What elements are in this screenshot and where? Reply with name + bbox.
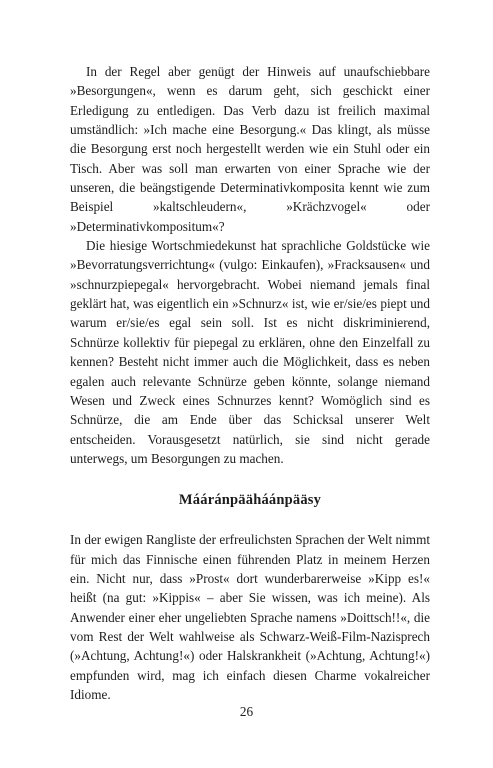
paragraph-besorgungen: In der Regel aber genügt der Hinweis auf unaufschiebbare »Besorgungen«, wenn es darum geht, sich geschickt einer Erledigung zu entledigen. Das Verb dazu ist freilich maximal umständlich: »Ich mache eine Besorgung.« Das klingt, als müsse die Besorgung erst noch hergestellt werden wie ein Stuhl oder ein Tisch. Aber was soll man erwarten von einer Sprache wie der unseren, die beängstigende Determinativkomposita kennt wie zum Beispiel »kaltschleudern«, »Krächzvogel« oder »Determinativkompositum«? bbox=[70, 64, 430, 234]
paragraph-wortschmiedekunst: Die hiesige Wortschmiedekunst hat sprachliche Goldstücke wie »Bevorratungsverrichtung« (vulgo: Einkaufen), »Fracksausen« und »schnurzpiepegal« hervorgebracht. Wobei niemand jemals final geklärt hat, was eigentlich ein »Schnurz« ist, wie er/sie/es piept und warum er/sie/es egal sein soll. Ist es nicht diskriminierend, Schnürze kollektiv für piepegal zu erklären, ohne den Einzelfall zu kennen? Besteht nicht immer auch die Möglichkeit, dass es neben egalen auch relevante Schnürze geben könnte, solange niemand Wesen und Zweck eines Schnurzes kennt? Womöglich sind es Schnürze, die am Ende über das Schicksal unserer Welt entscheiden. Vorausgesetzt natürlich, sie sind nicht gerade unterwegs, um Besorgungen zu machen. bbox=[70, 238, 430, 466]
book-page bbox=[70, 62, 430, 704]
paragraph-finnisch: In der ewigen Rangliste der erfreulichsten Sprachen der Welt nimmt für mich das Finnische einen führenden Platz in meinem Herzen ein. Nicht nur, dass »Prost« dort wunderbarerweise »Kipp es!« heißt (na gut: »Kippis« – aber Sie wissen, was ich meine). Als Anwender einer eher ungeliebten Sprache namens »Doittsch!!«, die vom Rest der Welt wahlweise als Schwarz-Weiß-Film-Nazisprech (»Achtung, Achtung!«) oder Halskrankheit (»Achtung, Achtung!«) empfunden wird, mag ich einfach diesen Charme vokalreicher Idiome. bbox=[70, 532, 430, 702]
page-number: 26 bbox=[239, 704, 254, 719]
section-heading: Mááránpääháánpääsy bbox=[178, 492, 322, 509]
